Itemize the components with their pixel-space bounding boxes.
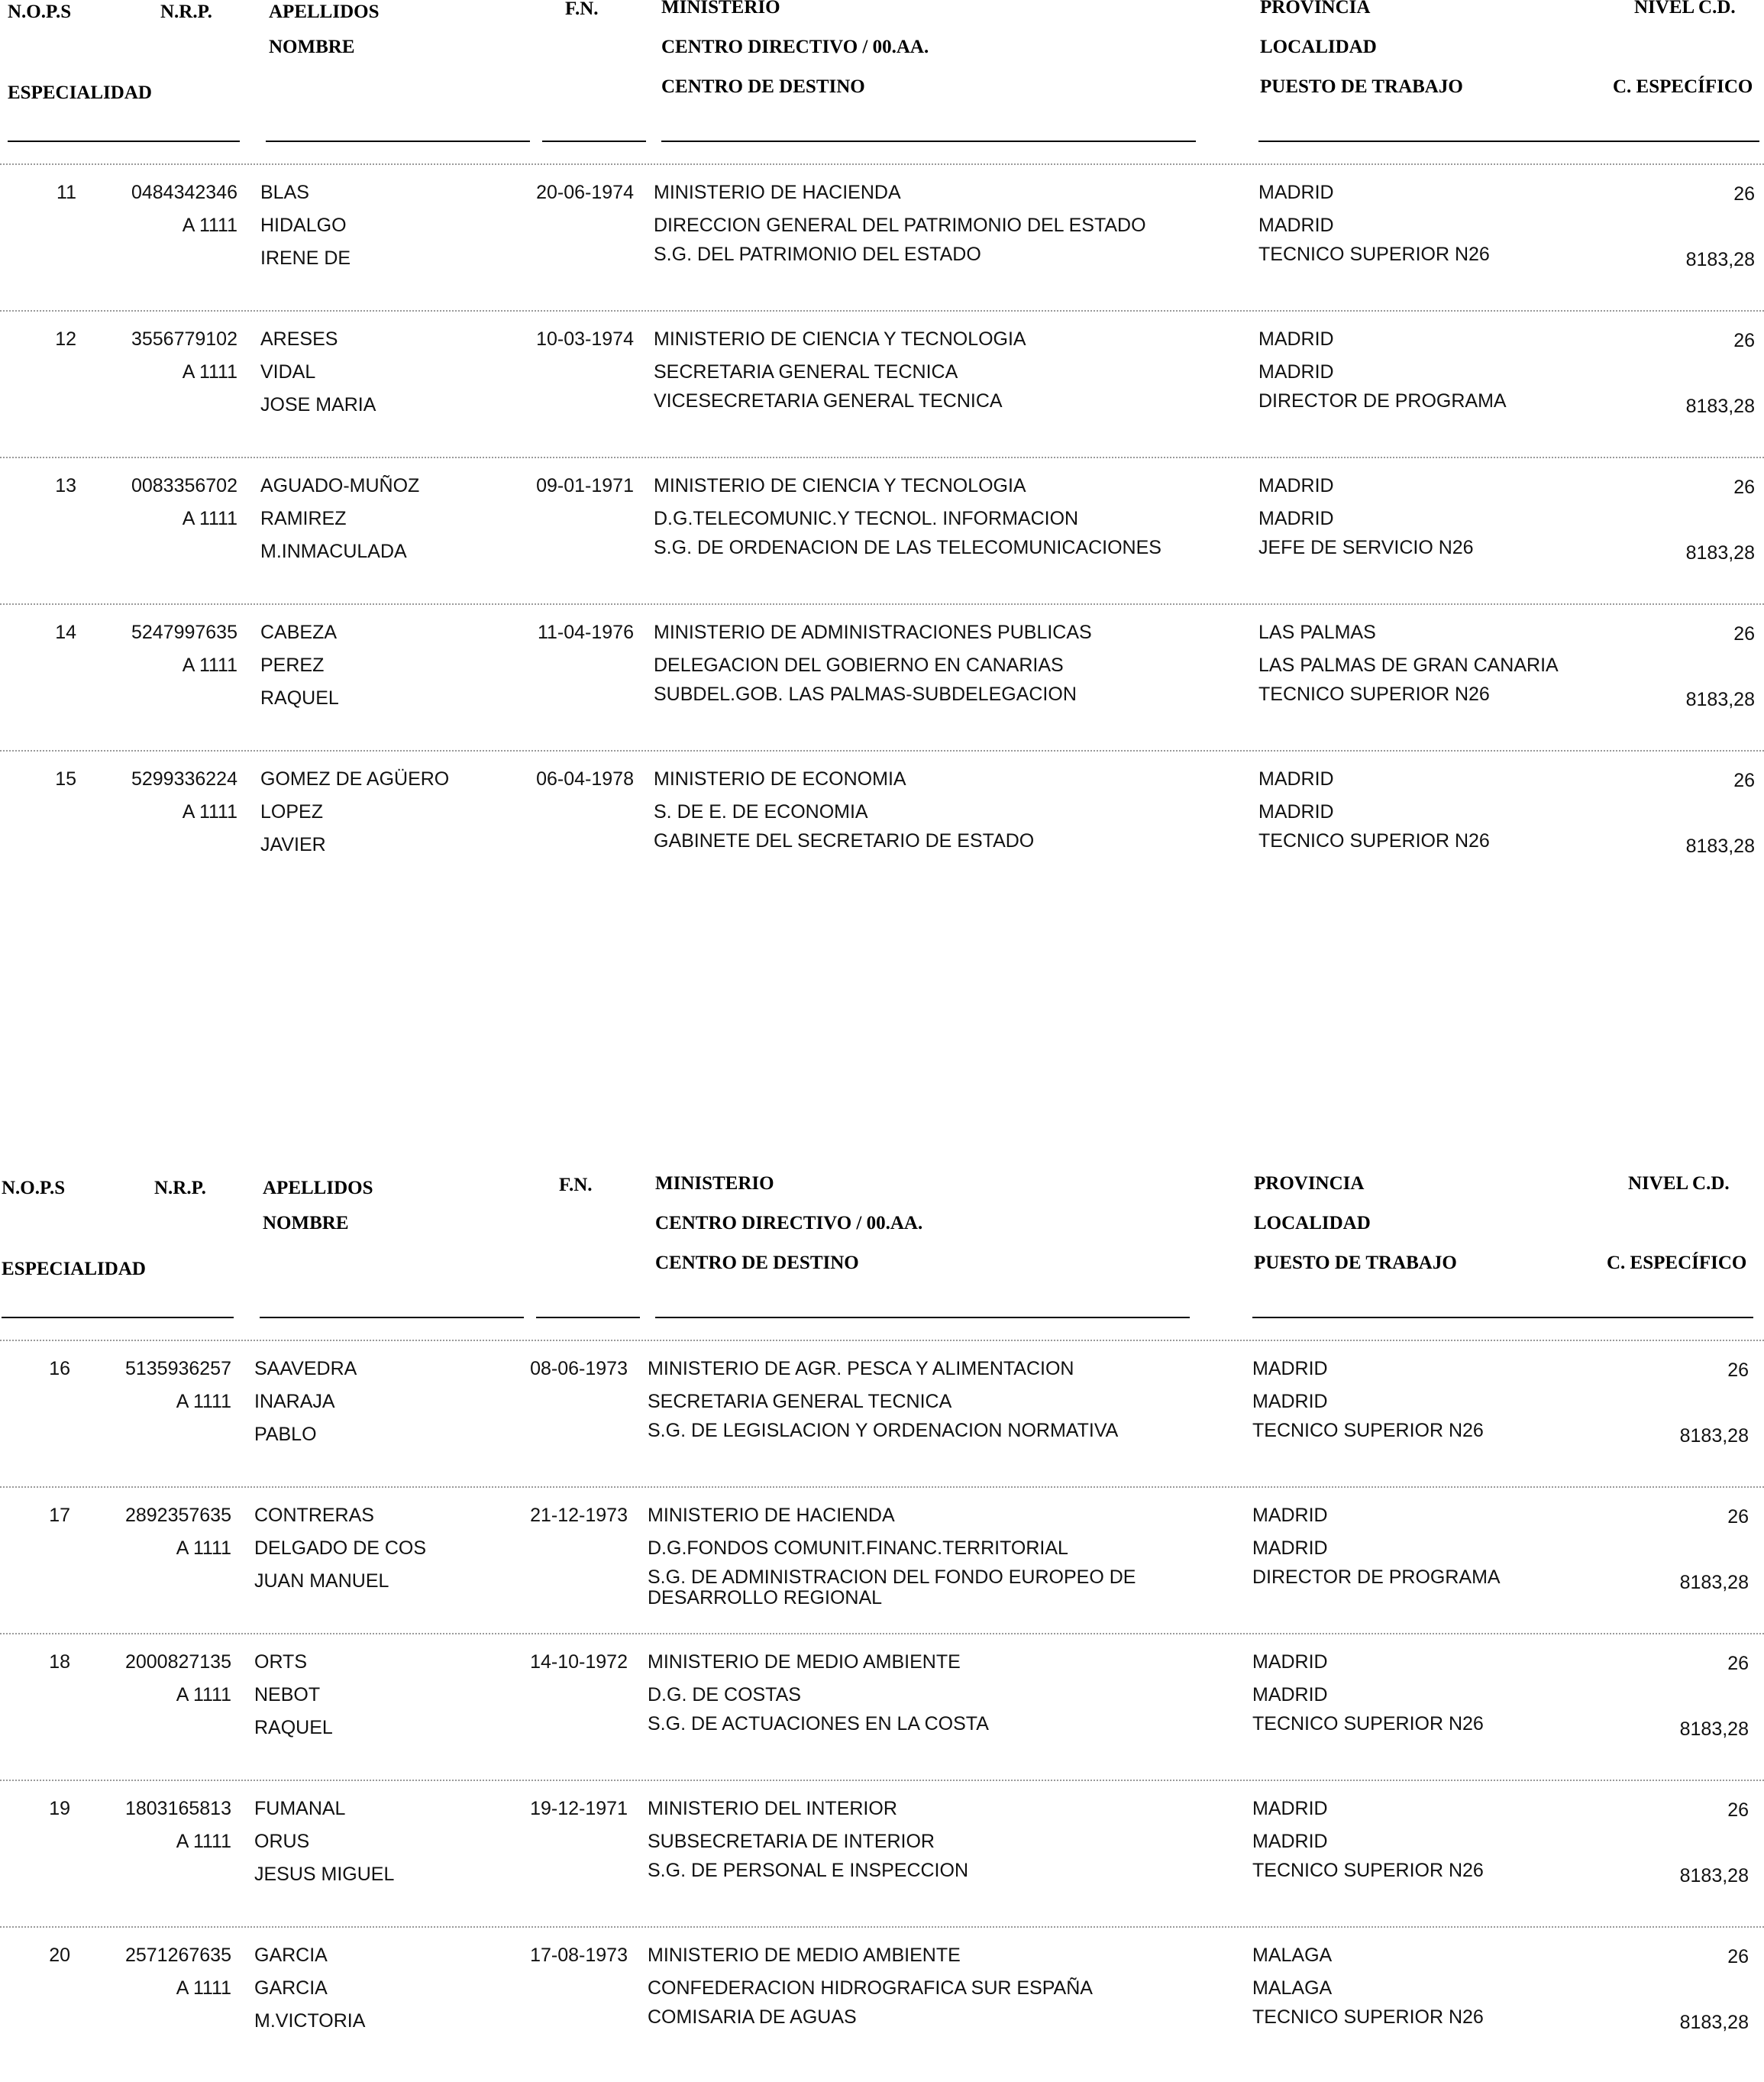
ministerio-cell: MINISTERIO DE HACIENDA xyxy=(648,1505,895,1526)
nivel-cell: 26 xyxy=(1733,770,1755,791)
nombre-cell: JUAN MANUEL xyxy=(254,1570,389,1592)
nivel-cell: 26 xyxy=(1727,1946,1749,1967)
table-row xyxy=(0,1349,1764,1495)
centro-destino-cell: S.G. DE ADMINISTRACION DEL FONDO EUROPEO DE xyxy=(648,1566,1136,1588)
nivel-cell: 26 xyxy=(1727,1799,1749,1821)
especifico-cell: 8183,28 xyxy=(1685,689,1755,710)
header-nivel: NIVEL C.D. xyxy=(1634,0,1736,18)
header-nivel: NIVEL C.D. xyxy=(1628,1173,1730,1194)
header-apellidos: APELLIDOS xyxy=(263,1178,373,1198)
header-especialidad: ESPECIALIDAD xyxy=(2,1259,146,1279)
apellido2-cell: INARAJA xyxy=(254,1391,335,1412)
ministerio-cell: MINISTERIO DE CIENCIA Y TECNOLOGIA xyxy=(654,475,1026,496)
centro-destino-cell-line2: DESARROLLO REGIONAL xyxy=(648,1587,883,1608)
ministerio-cell: MINISTERIO DEL INTERIOR xyxy=(648,1798,897,1819)
fn-cell: 19-12-1971 xyxy=(530,1798,628,1819)
centro-directivo-cell: D.G.TELECOMUNIC.Y TECNOL. INFORMACION xyxy=(654,508,1079,529)
table-row xyxy=(0,466,1764,613)
header-centro-directivo: CENTRO DIRECTIVO / 00.AA. xyxy=(655,1213,923,1233)
nrp-cell: 2892357635 xyxy=(124,1505,231,1526)
header-nombre: NOMBRE xyxy=(263,1213,349,1233)
puesto-cell: TECNICO SUPERIOR N26 xyxy=(1252,1713,1484,1734)
provincia-cell: MADRID xyxy=(1258,328,1334,350)
cuerpo-cell: A 1111 xyxy=(176,1537,231,1559)
header-rule xyxy=(661,141,1196,142)
header-ministerio: MINISTERIO xyxy=(661,0,780,18)
nombre-cell: M.VICTORIA xyxy=(254,2010,366,2032)
centro-destino-cell: COMISARIA DE AGUAS xyxy=(648,2006,857,2028)
nombre-cell: RAQUEL xyxy=(260,687,339,709)
header-especifico: C. ESPECÍFICO xyxy=(1607,1253,1747,1273)
header-ministerio: MINISTERIO xyxy=(655,1173,774,1194)
localidad-cell: LAS PALMAS DE GRAN CANARIA xyxy=(1258,655,1559,676)
row-separator xyxy=(0,603,1764,605)
centro-destino-cell: SUBDEL.GOB. LAS PALMAS-SUBDELEGACION xyxy=(654,684,1077,705)
header-rule xyxy=(2,1317,234,1318)
centro-destino-cell: GABINETE DEL SECRETARIO DE ESTADO xyxy=(654,830,1035,852)
localidad-cell: MADRID xyxy=(1252,1831,1328,1852)
row-separator xyxy=(0,163,1764,165)
header-nombre: NOMBRE xyxy=(269,37,355,57)
provincia-cell: MADRID xyxy=(1252,1651,1328,1673)
puesto-cell: TECNICO SUPERIOR N26 xyxy=(1252,1860,1484,1881)
centro-destino-cell: VICESECRETARIA GENERAL TECNICA xyxy=(654,390,1003,412)
ministerio-cell: MINISTERIO DE AGR. PESCA Y ALIMENTACION xyxy=(648,1358,1074,1379)
localidad-cell: MADRID xyxy=(1252,1537,1328,1559)
cuerpo-cell: A 1111 xyxy=(182,361,237,383)
row-separator xyxy=(0,310,1764,312)
apellido1-cell: BLAS xyxy=(260,182,309,203)
header-localidad: LOCALIDAD xyxy=(1254,1213,1371,1233)
header-especialidad: ESPECIALIDAD xyxy=(8,82,152,103)
header-nrp: N.R.P. xyxy=(160,2,212,22)
nombre-cell: IRENE DE xyxy=(260,247,351,269)
fn-cell: 06-04-1978 xyxy=(536,768,634,790)
localidad-cell: MALAGA xyxy=(1252,1977,1333,1999)
especifico-cell: 8183,28 xyxy=(1679,1425,1749,1447)
especifico-cell: 8183,28 xyxy=(1679,1572,1749,1593)
nivel-cell: 26 xyxy=(1733,477,1755,498)
nrp-cell: 5299336224 xyxy=(131,768,237,790)
especifico-cell: 8183,28 xyxy=(1685,542,1755,564)
ministerio-cell: MINISTERIO DE ECONOMIA xyxy=(654,768,906,790)
nrp-cell: 5247997635 xyxy=(131,622,237,643)
ministerio-cell: MINISTERIO DE MEDIO AMBIENTE xyxy=(648,1945,961,1966)
header-rule xyxy=(536,1317,640,1318)
especifico-cell: 8183,28 xyxy=(1679,2012,1749,2033)
centro-directivo-cell: D.G. DE COSTAS xyxy=(648,1684,801,1705)
centro-directivo-cell: S. DE E. DE ECONOMIA xyxy=(654,801,868,823)
puesto-cell: TECNICO SUPERIOR N26 xyxy=(1258,684,1490,705)
provincia-cell: MADRID xyxy=(1252,1358,1328,1379)
nivel-cell: 26 xyxy=(1727,1506,1749,1528)
header-apellidos: APELLIDOS xyxy=(269,2,380,22)
cuerpo-cell: A 1111 xyxy=(176,1831,231,1852)
localidad-cell: MADRID xyxy=(1258,801,1334,823)
centro-destino-cell: S.G. DE ACTUACIONES EN LA COSTA xyxy=(648,1713,989,1734)
apellido2-cell: VIDAL xyxy=(260,361,316,383)
row-separator xyxy=(0,1340,1764,1341)
localidad-cell: MADRID xyxy=(1258,215,1334,236)
row-separator xyxy=(0,457,1764,458)
table-row xyxy=(0,613,1764,759)
apellido1-cell: CABEZA xyxy=(260,622,338,643)
nivel-cell: 26 xyxy=(1733,183,1755,205)
header-centro-destino: CENTRO DE DESTINO xyxy=(655,1253,859,1273)
apellido1-cell: GARCIA xyxy=(254,1945,328,1966)
cuerpo-cell: A 1111 xyxy=(182,508,237,529)
nops-cell: 15 xyxy=(55,768,76,790)
header-rule xyxy=(1258,141,1759,142)
header-especifico: C. ESPECÍFICO xyxy=(1613,76,1753,97)
apellido2-cell: PEREZ xyxy=(260,655,325,676)
nombre-cell: M.INMACULADA xyxy=(260,541,407,562)
apellido1-cell: SAAVEDRA xyxy=(254,1358,357,1379)
apellido1-cell: AGUADO-MUÑOZ xyxy=(260,475,420,496)
nrp-cell: 0484342346 xyxy=(131,182,237,203)
nombre-cell: JESUS MIGUEL xyxy=(254,1864,395,1885)
row-separator xyxy=(0,1926,1764,1928)
nops-cell: 11 xyxy=(57,182,76,203)
especifico-cell: 8183,28 xyxy=(1685,396,1755,417)
puesto-cell: DIRECTOR DE PROGRAMA xyxy=(1258,390,1507,412)
provincia-cell: MADRID xyxy=(1258,475,1334,496)
centro-directivo-cell: DIRECCION GENERAL DEL PATRIMONIO DEL ESTADO xyxy=(654,215,1146,236)
apellido1-cell: FUMANAL xyxy=(254,1798,346,1819)
provincia-cell: MADRID xyxy=(1252,1505,1328,1526)
fn-cell: 17-08-1973 xyxy=(530,1945,628,1966)
nivel-cell: 26 xyxy=(1733,330,1755,351)
fn-cell: 08-06-1973 xyxy=(530,1358,628,1379)
nombre-cell: PABLO xyxy=(254,1424,317,1445)
centro-directivo-cell: SECRETARIA GENERAL TECNICA xyxy=(648,1391,952,1412)
nops-cell: 17 xyxy=(49,1505,70,1526)
header-nrp: N.R.P. xyxy=(154,1178,206,1198)
cuerpo-cell: A 1111 xyxy=(182,215,237,236)
nivel-cell: 26 xyxy=(1733,623,1755,645)
header-rule xyxy=(8,141,240,142)
nivel-cell: 26 xyxy=(1727,1653,1749,1674)
apellido2-cell: LOPEZ xyxy=(260,801,323,823)
centro-destino-cell: S.G. DE LEGISLACION Y ORDENACION NORMATIVA xyxy=(648,1420,1119,1441)
localidad-cell: MADRID xyxy=(1252,1684,1328,1705)
table-row xyxy=(0,1789,1764,1935)
header-nops: N.O.P.S xyxy=(2,1178,66,1198)
nops-cell: 19 xyxy=(49,1798,70,1819)
cuerpo-cell: A 1111 xyxy=(176,1391,231,1412)
row-separator xyxy=(0,1780,1764,1781)
fn-cell: 10-03-1974 xyxy=(536,328,634,350)
nops-cell: 12 xyxy=(55,328,76,350)
nivel-cell: 26 xyxy=(1727,1359,1749,1381)
apellido2-cell: RAMIREZ xyxy=(260,508,347,529)
header-puesto: PUESTO DE TRABAJO xyxy=(1260,76,1463,97)
header-centro-directivo: CENTRO DIRECTIVO / 00.AA. xyxy=(661,37,929,57)
nrp-cell: 3556779102 xyxy=(131,328,237,350)
apellido2-cell: NEBOT xyxy=(254,1684,321,1705)
apellido1-cell: ORTS xyxy=(254,1651,307,1673)
provincia-cell: LAS PALMAS xyxy=(1258,622,1376,643)
nops-cell: 14 xyxy=(55,622,76,643)
header-rule xyxy=(655,1317,1190,1318)
header-nops: N.O.P.S xyxy=(8,2,72,22)
especifico-cell: 8183,28 xyxy=(1685,836,1755,857)
header-puesto: PUESTO DE TRABAJO xyxy=(1254,1253,1457,1273)
table-row xyxy=(0,1642,1764,1789)
provincia-cell: MADRID xyxy=(1258,768,1334,790)
centro-destino-cell: S.G. DE PERSONAL E INSPECCION xyxy=(648,1860,969,1881)
apellido2-cell: DELGADO DE COS xyxy=(254,1537,427,1559)
table-row xyxy=(0,319,1764,466)
nrp-cell: 1803165813 xyxy=(124,1798,231,1819)
centro-directivo-cell: SUBSECRETARIA DE INTERIOR xyxy=(648,1831,935,1852)
nops-cell: 16 xyxy=(49,1358,70,1379)
centro-directivo-cell: SECRETARIA GENERAL TECNICA xyxy=(654,361,958,383)
header-rule xyxy=(1252,1317,1753,1318)
header-provincia: PROVINCIA xyxy=(1260,0,1371,18)
fn-cell: 21-12-1973 xyxy=(530,1505,628,1526)
nrp-cell: 0083356702 xyxy=(131,475,237,496)
centro-destino-cell: S.G. DE ORDENACION DE LAS TELECOMUNICACIONES xyxy=(654,537,1161,558)
table-row xyxy=(0,173,1764,319)
localidad-cell: MADRID xyxy=(1258,361,1334,383)
apellido2-cell: ORUS xyxy=(254,1831,310,1852)
nrp-cell: 2571267635 xyxy=(124,1945,231,1966)
nops-cell: 20 xyxy=(49,1945,70,1966)
nrp-cell: 2000827135 xyxy=(124,1651,231,1673)
ministerio-cell: MINISTERIO DE CIENCIA Y TECNOLOGIA xyxy=(654,328,1026,350)
centro-directivo-cell: DELEGACION DEL GOBIERNO EN CANARIAS xyxy=(654,655,1064,676)
table-row xyxy=(0,1935,1764,2082)
fn-cell: 20-06-1974 xyxy=(536,182,634,203)
row-separator xyxy=(0,750,1764,752)
nops-cell: 18 xyxy=(49,1651,70,1673)
header-localidad: LOCALIDAD xyxy=(1260,37,1377,57)
header-fn: F.N. xyxy=(559,1175,593,1195)
fn-cell: 14-10-1972 xyxy=(530,1651,628,1673)
provincia-cell: MALAGA xyxy=(1252,1945,1333,1966)
centro-destino-cell: S.G. DEL PATRIMONIO DEL ESTADO xyxy=(654,244,981,265)
header-fn: F.N. xyxy=(565,0,599,19)
puesto-cell: DIRECTOR DE PROGRAMA xyxy=(1252,1566,1501,1588)
cuerpo-cell: A 1111 xyxy=(176,1977,231,1999)
localidad-cell: MADRID xyxy=(1258,508,1334,529)
ministerio-cell: MINISTERIO DE HACIENDA xyxy=(654,182,901,203)
header-rule xyxy=(542,141,646,142)
header-provincia: PROVINCIA xyxy=(1254,1173,1365,1194)
provincia-cell: MADRID xyxy=(1258,182,1334,203)
apellido1-cell: CONTRERAS xyxy=(254,1505,374,1526)
header-rule xyxy=(260,1317,524,1318)
nrp-cell: 5135936257 xyxy=(124,1358,231,1379)
especifico-cell: 8183,28 xyxy=(1679,1718,1749,1740)
apellido1-cell: GOMEZ DE AGÜERO xyxy=(260,768,450,790)
fn-cell: 11-04-1976 xyxy=(537,622,634,643)
nombre-cell: JAVIER xyxy=(260,834,326,855)
ministerio-cell: MINISTERIO DE MEDIO AMBIENTE xyxy=(648,1651,961,1673)
centro-directivo-cell: D.G.FONDOS COMUNIT.FINANC.TERRITORIAL xyxy=(648,1537,1068,1559)
localidad-cell: MADRID xyxy=(1252,1391,1328,1412)
nombre-cell: JOSE MARIA xyxy=(260,394,376,415)
puesto-cell: JEFE DE SERVICIO N26 xyxy=(1258,537,1474,558)
nops-cell: 13 xyxy=(55,475,76,496)
centro-directivo-cell: CONFEDERACION HIDROGRAFICA SUR ESPAÑA xyxy=(648,1977,1093,1999)
apellido1-cell: ARESES xyxy=(260,328,338,350)
cuerpo-cell: A 1111 xyxy=(182,801,237,823)
nombre-cell: RAQUEL xyxy=(254,1717,333,1738)
puesto-cell: TECNICO SUPERIOR N26 xyxy=(1258,830,1490,852)
especifico-cell: 8183,28 xyxy=(1685,249,1755,270)
header-centro-destino: CENTRO DE DESTINO xyxy=(661,76,865,97)
provincia-cell: MADRID xyxy=(1252,1798,1328,1819)
especifico-cell: 8183,28 xyxy=(1679,1865,1749,1886)
cuerpo-cell: A 1111 xyxy=(182,655,237,676)
fn-cell: 09-01-1971 xyxy=(536,475,634,496)
cuerpo-cell: A 1111 xyxy=(176,1684,231,1705)
header-rule xyxy=(266,141,530,142)
apellido2-cell: HIDALGO xyxy=(260,215,347,236)
table-row xyxy=(0,759,1764,906)
apellido2-cell: GARCIA xyxy=(254,1977,328,1999)
row-separator xyxy=(0,1633,1764,1634)
puesto-cell: TECNICO SUPERIOR N26 xyxy=(1252,2006,1484,2028)
ministerio-cell: MINISTERIO DE ADMINISTRACIONES PUBLICAS xyxy=(654,622,1092,643)
puesto-cell: TECNICO SUPERIOR N26 xyxy=(1252,1420,1484,1441)
table-row xyxy=(0,1495,1764,1642)
puesto-cell: TECNICO SUPERIOR N26 xyxy=(1258,244,1490,265)
row-separator xyxy=(0,1486,1764,1488)
